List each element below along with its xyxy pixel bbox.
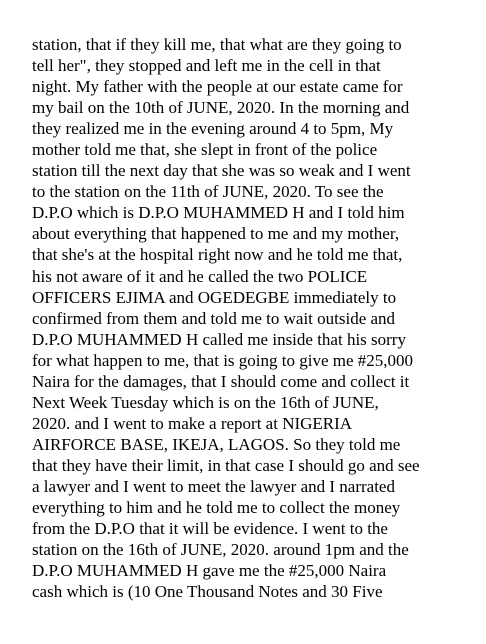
text-line: that she's at the hospital right now and he told me that, <box>32 245 403 265</box>
text-line: night. My father with the people at our estate came for <box>32 77 403 97</box>
text-line: station, that if they kill me, that what are they going to <box>32 35 402 54</box>
text-line: Next Week Tuesday which is on the 16th of JUNE, <box>32 392 379 412</box>
text-line: from the D.P.O that it will be evidence. I went to the <box>32 519 388 539</box>
text-line: that they have their limit, in that case I should go and see <box>32 455 420 475</box>
text-line: everything to him and he told me to collect the money <box>32 498 401 518</box>
text-line: they realized me in the evening around 4 to 5pm, My <box>32 119 394 139</box>
text-line: for what happen to me, that is going to give me #25,000 <box>32 350 414 370</box>
text-line: confirmed from them and told me to wait outside and <box>32 308 396 328</box>
text-line: Naira for the damages, that I should come and collect it <box>32 371 410 391</box>
text-line: OFFICERS EJIMA and OGEDEGBE immediately to <box>32 287 397 307</box>
text-line: D.P.O MUHAMMED H called me inside that his sorry <box>32 329 406 349</box>
text-line: AIRFORCE BASE, IKEJA, LAGOS. So they told me <box>32 434 401 454</box>
text-line: cash which is (10 One Thousand Notes and 30 Five <box>32 582 383 602</box>
text-line: station till the next day that she was so weak and I went <box>32 161 411 181</box>
statement-text <box>32 34 472 602</box>
text-line: his not aware of it and he called the two POLICE <box>32 266 368 286</box>
text-line: to the station on the 11th of JUNE, 2020. To see the <box>32 182 384 202</box>
text-line: about everything that happened to me and my mother, <box>32 224 400 244</box>
text-line: my bail on the 10th of JUNE, 2020. In the morning and <box>32 98 410 118</box>
text-line: tell her", they stopped and left me in the cell in that <box>32 56 381 76</box>
text-line: mother told me that, she slept in front of the police <box>32 140 378 160</box>
text-line: a lawyer and I went to meet the lawyer and I narrated <box>32 476 395 496</box>
text-line: D.P.O which is D.P.O MUHAMMED H and I told him <box>32 203 405 223</box>
text-line: 2020. and I went to make a report at NIGERIA <box>32 413 353 433</box>
text-line: station on the 16th of JUNE, 2020. around 1pm and the <box>32 540 409 560</box>
text-line: D.P.O MUHAMMED H gave me the #25,000 Naira <box>32 561 387 581</box>
